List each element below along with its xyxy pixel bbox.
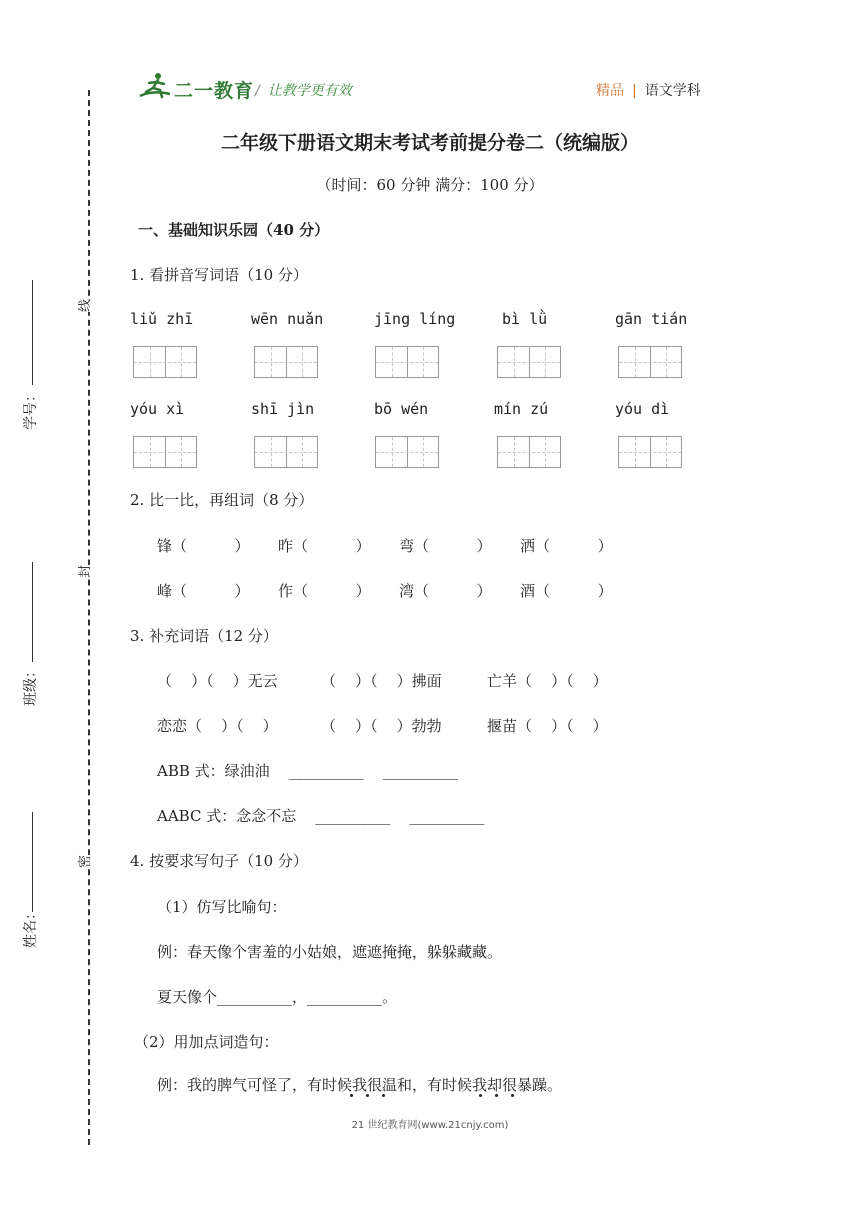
- q4-label: 4. 按要求写句子（10 分）: [130, 852, 308, 870]
- abb-pattern: ABB 式：绿油油 __________ __________: [157, 762, 458, 780]
- emphasis-dot: [382, 1094, 385, 1097]
- q4-part1-label: （1）仿写比喻句：: [157, 898, 287, 916]
- page-title: 二年级下册语文期末考试考前提分卷二（统编版）: [220, 132, 639, 154]
- writing-grid[interactable]: [254, 346, 318, 378]
- fill-idiom: （ ）（ ）无云: [157, 672, 278, 690]
- compare-item: 锋（ ）: [157, 537, 250, 555]
- pinyin: bō wén: [374, 400, 429, 418]
- name-label: 姓名：: [23, 906, 39, 948]
- emphasis-dot: [511, 1094, 514, 1097]
- class-underline: [32, 562, 33, 662]
- seal-char-line: 线: [72, 299, 95, 312]
- writing-grid[interactable]: [618, 346, 682, 378]
- writing-grid[interactable]: [133, 346, 197, 378]
- fill-idiom: 恋恋（ ）（ ）: [157, 717, 278, 735]
- compare-item: 弯（ ）: [399, 537, 492, 555]
- pinyin: yóu xì: [130, 400, 185, 418]
- q3-label: 3. 补充词语（12 分）: [130, 627, 278, 645]
- writing-grid[interactable]: [375, 346, 439, 378]
- writing-grid[interactable]: [497, 346, 561, 378]
- seal-char-seal: 封: [72, 565, 95, 578]
- writing-grid[interactable]: [375, 436, 439, 468]
- pinyin: shī jìn: [251, 400, 315, 418]
- fill-idiom: （ ）（ ）勃勃: [321, 717, 442, 735]
- compare-item: 作（ ）: [278, 582, 371, 600]
- q4-part2-label: （2）用加点词造句：: [134, 1033, 279, 1051]
- section-heading: 一、基础知识乐园（40 分）: [138, 221, 330, 239]
- q2-label: 2. 比一比，再组词（8 分）: [130, 491, 314, 509]
- writing-grid[interactable]: [133, 436, 197, 468]
- class-label: 班级：: [23, 664, 39, 706]
- q4-part2-example: 例：我的脾气可怪了，有时候我很温和，有时候我却很暴躁。: [157, 1076, 563, 1094]
- emphasis-dot: [350, 1094, 353, 1097]
- pinyin: gān tián: [615, 310, 688, 328]
- seal-char-secret: 密: [72, 855, 95, 868]
- aabc-pattern: AABC 式：念念不忘 __________ __________: [157, 807, 485, 825]
- pinyin: jīng líng: [374, 310, 456, 328]
- writing-grid[interactable]: [618, 436, 682, 468]
- writing-grid[interactable]: [497, 436, 561, 468]
- q4-part1-blank: 夏天像个__________，__________。: [157, 988, 398, 1006]
- emphasis-dot: [495, 1094, 498, 1097]
- compare-item: 湾（ ）: [399, 582, 492, 600]
- pinyin: bì lǜ: [502, 310, 548, 328]
- pinyin: wēn nuǎn: [251, 310, 324, 328]
- student-id-label: 学号：: [23, 388, 39, 430]
- brand-name: 二一教育: [174, 80, 255, 102]
- runner-logo-icon: [138, 70, 172, 102]
- fill-idiom: 亡羊（ ）（ ）: [487, 672, 608, 690]
- fill-idiom: 揠苗（ ）（ ）: [487, 717, 608, 735]
- emphasis-dot: [366, 1094, 369, 1097]
- fill-idiom: （ ）（ ）拂面: [321, 672, 442, 690]
- name-underline: [32, 812, 33, 912]
- slogan: / 让教学更有效: [255, 83, 352, 99]
- q1-label: 1. 看拼音写词语（10 分）: [130, 266, 308, 284]
- q4-part1-example: 例：春天像个害羞的小姑娘，遮遮掩掩，躲躲藏藏。: [157, 943, 503, 961]
- footer-source: 21 世纪教育网(www.21cnjy.com): [351, 1120, 509, 1131]
- compare-item: 酒（ ）: [520, 582, 613, 600]
- compare-item: 峰（ ）: [157, 582, 250, 600]
- binding-dashed-line: [88, 90, 90, 1145]
- student-id-underline: [32, 280, 33, 385]
- header-tag: 精品 | 语文学科: [596, 83, 701, 99]
- compare-item: 洒（ ）: [520, 537, 613, 555]
- writing-grid[interactable]: [254, 436, 318, 468]
- pinyin: liǔ zhī: [130, 310, 194, 328]
- pinyin: mín zú: [494, 400, 549, 418]
- emphasis-dot: [479, 1094, 482, 1097]
- compare-item: 昨（ ）: [278, 537, 371, 555]
- exam-info: （时间：60 分钟 满分：100 分）: [316, 176, 544, 194]
- pinyin: yóu dì: [615, 400, 670, 418]
